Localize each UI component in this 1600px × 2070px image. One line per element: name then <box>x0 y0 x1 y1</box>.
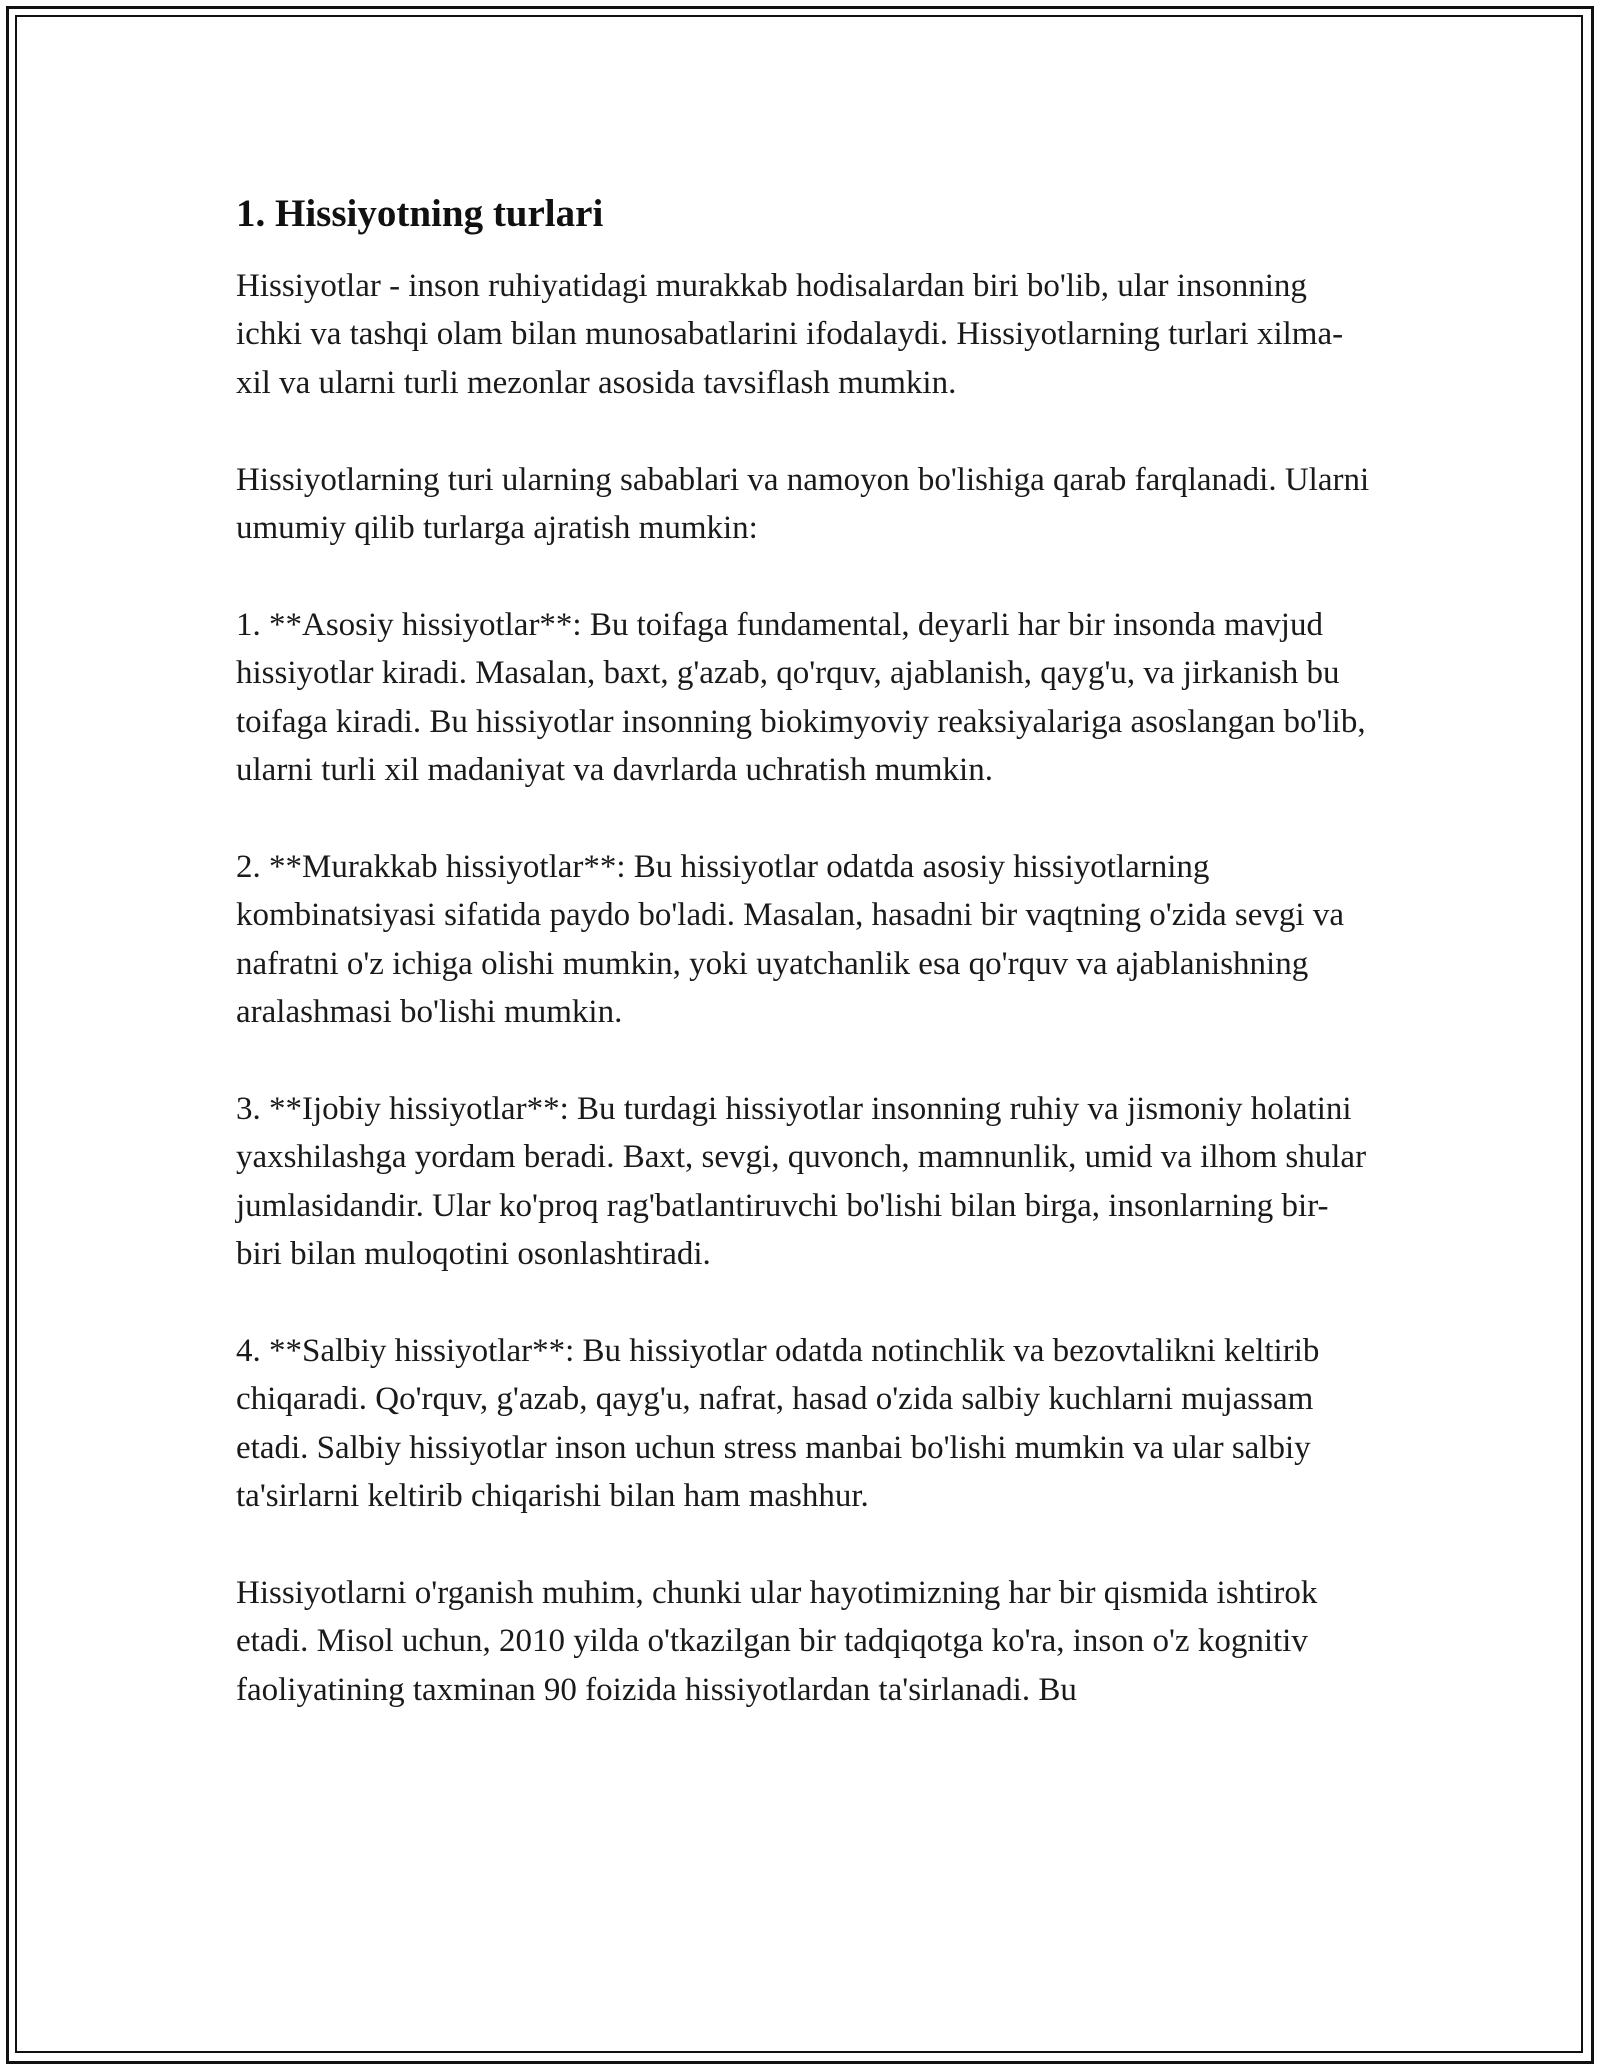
document-page <box>236 186 1372 1714</box>
section-heading: 1. Hissiyotning turlari <box>236 192 604 235</box>
paragraph-classification: Hissiyotlarning turi ularning sabablari va namoyon bo'lishiga qarab farqlanadi. Ularni umumiy qilib turlarga ajratish mumkin: <box>236 461 1370 547</box>
paragraph-complex-emotions: 2. **Murakkab hissiyotlar**: Bu hissiyotlar odatda asosiy hissiyotlarning kombinatsiyasi sifatida paydo bo'ladi. Masalan, hasadni bir vaqtning o'zida sevgi va nafratni o'z ichiga olishi mumkin, yoki uyatchanlik esa qo'rquv va ajablanishning aralashmasi bo'lishi mumkin. <box>236 848 1344 1031</box>
paragraph-intro: Hissiyotlar - inson ruhiyatidagi murakkab hodisalardan biri bo'lib, ular insonning ichki va tashqi olam bilan munosabatlarini ifodalaydi. Hissiyotlarning turlari xilma-xil va ularni turli mezonlar asosida tavsiflash mumkin. <box>236 268 1344 401</box>
paragraph-importance: Hissiyotlarni o'rganish muhim, chunki ular hayotimizning har bir qismida ishtirok etadi. Misol uchun, 2010 yilda o'tkazilgan bir tadqiqotga ko'ra, inson o'z kognitiv faoliyatining taxminan 90 foizida hissiyotlardan ta'sirlanadi. Bu <box>236 1574 1318 1708</box>
paragraph-negative-emotions: 4. **Salbiy hissiyotlar**: Bu hissiyotlar odatda notinchlik va bezovtalikni keltirib chiqaradi. Qo'rquv, g'azab, qayg'u, nafrat, hasad o'zida salbiy kuchlarni mujassam etadi. Salbiy hissiyotlar inson uchun stress manbai bo'lishi mumkin va ular salbiy ta'sirlarni keltirib chiqarishi bilan ham mashhur. <box>236 1332 1320 1515</box>
paragraph-positive-emotions: 3. **Ijobiy hissiyotlar**: Bu turdagi hissiyotlar insonning ruhiy va jismoniy holatini yaxshilashga yordam beradi. Baxt, sevgi, quvonch, mamnunlik, umid va ilhom shular jumlasidandir. Ular ko'proq rag'batlantiruvchi bo'lishi bilan birga, insonlarning bir-biri bilan muloqotini osonlashtiradi. <box>236 1090 1367 1273</box>
paragraph-basic-emotions: 1. **Asosiy hissiyotlar**: Bu toifaga fundamental, deyarli har bir insonda mavjud hissiyotlar kiradi. Masalan, baxt, g'azab, qo'rquv, ajablanish, qayg'u, va jirkanish bu toifaga kiradi. Bu hissiyotlar insonning biokimyoviy reaksiyalariga asoslangan bo'lib, ularni turli xil madaniyat va davrlarda uchratish mumkin. <box>236 606 1366 789</box>
